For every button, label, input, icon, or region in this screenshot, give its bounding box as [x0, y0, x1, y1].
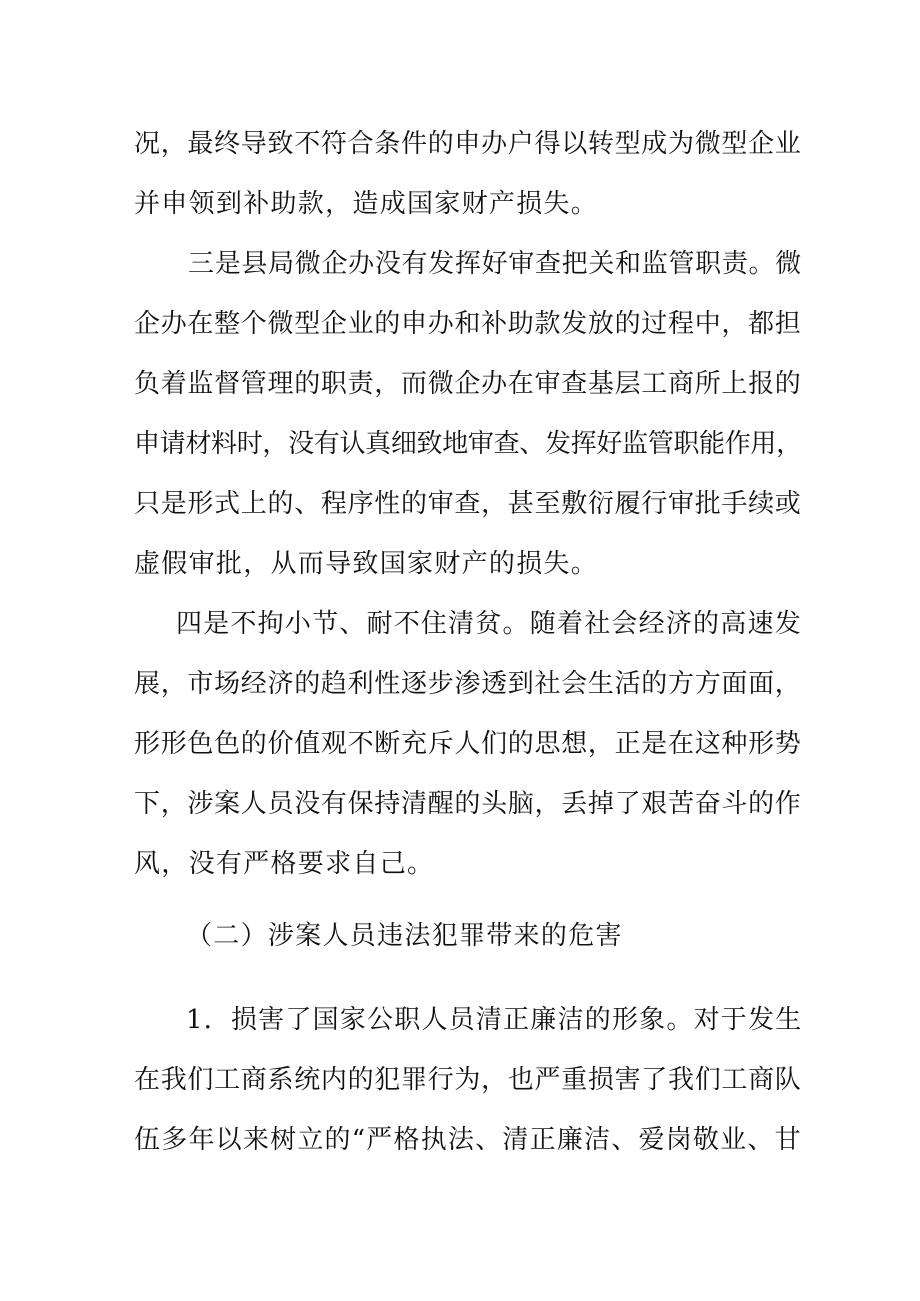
text-line: 三是县局微企办没有发挥好审查把关和监管职责。微 [188, 249, 802, 279]
text-line: 四是不拘小节、耐不住清贫。随着社会经济的高速发 [176, 609, 802, 639]
text-line: 负着监督管理的职责，而微企办在审查基层工商所上报的 [134, 369, 802, 399]
text-line: 企办在整个微型企业的申办和补助款发放的过程中，都担 [134, 309, 802, 339]
text-line: 虚假审批，从而导致国家财产的损失。 [134, 549, 599, 579]
section-heading: （二）涉案人员违法犯罪带来的危害 [186, 921, 623, 951]
text-line: 只是形式上的、程序性的审查，甚至敷衍履行审批手续或 [134, 489, 802, 519]
text-line: 下，涉案人员没有保持清醒的头脑，丢掉了艰苦奋斗的作 [134, 789, 802, 819]
text-line: 并申领到补助款，造成国家财产损失。 [134, 189, 599, 219]
text-line: 1．损害了国家公职人员清正廉洁的形象。对于发生 [186, 1005, 803, 1035]
text-line: 况，最终导致不符合条件的申办户得以转型成为微型企业 [134, 129, 802, 159]
text-line: 风，没有严格要求自己。 [134, 849, 435, 879]
text-line: 展，市场经济的趋利性逐步渗透到社会生活的方方面面， [134, 669, 802, 699]
text-line: 伍多年以来树立的“严格执法、清正廉洁、爱岗敬业、甘 [134, 1125, 802, 1155]
text-line: 在我们工商系统内的犯罪行为，也严重损害了我们工商队 [134, 1065, 802, 1095]
text-line: 申请材料时，没有认真细致地审查、发挥好监管职能作用， [134, 429, 802, 459]
text-line: 形形色色的价值观不断充斥人们的思想，正是在这种形势 [134, 729, 802, 759]
